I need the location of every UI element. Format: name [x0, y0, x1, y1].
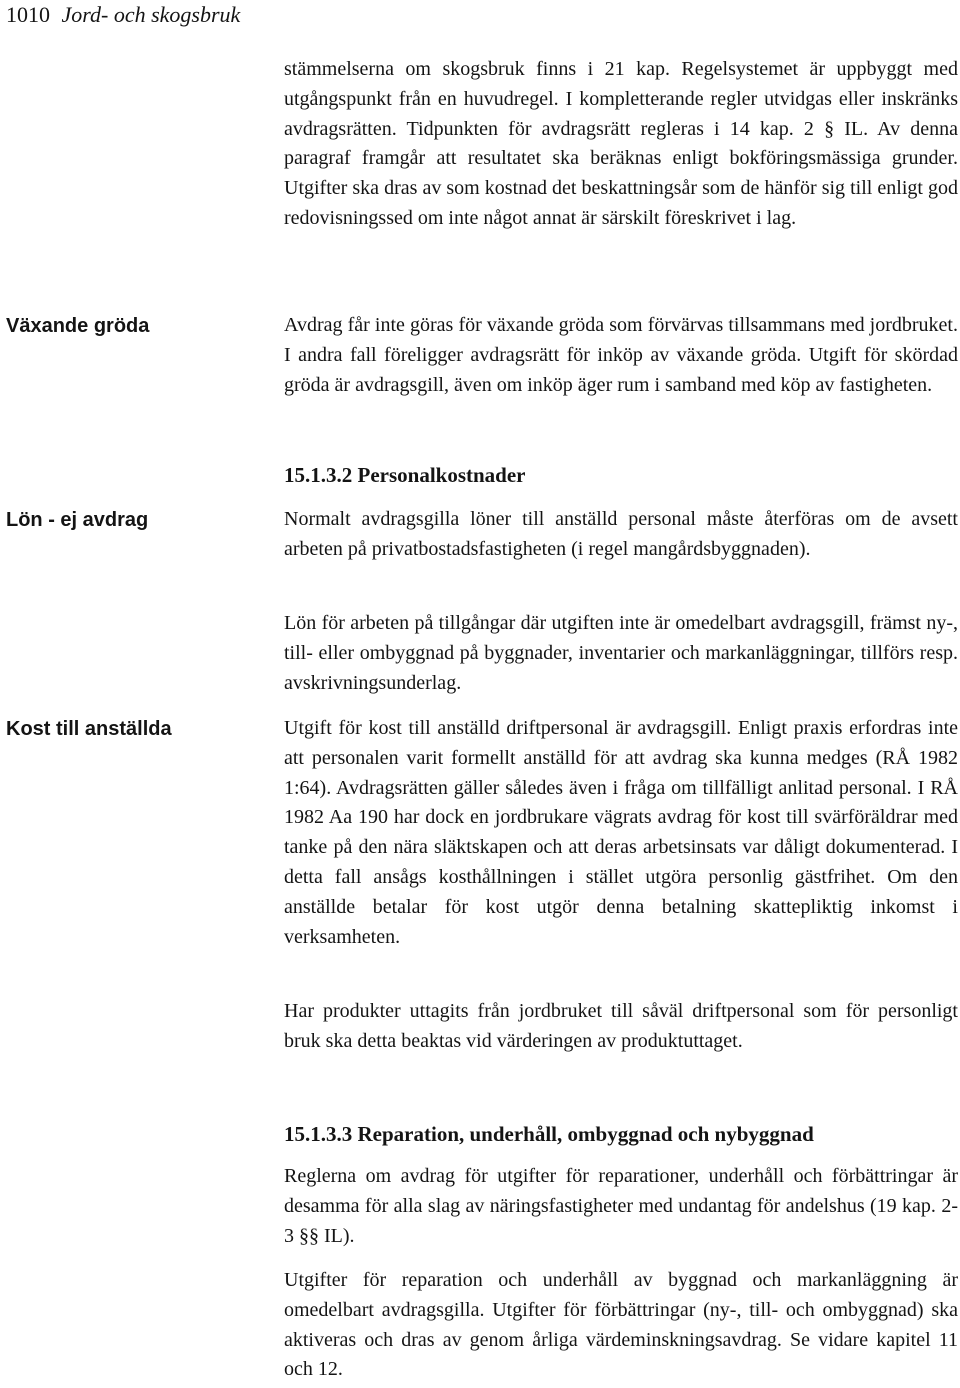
margin-note-vaxande-groda: Växande gröda — [6, 315, 150, 337]
paragraph-intro: stämmelserna om skogsbruk finns i 21 kap. Regelsystemet är uppbyggt med utgångspunkt från en huvudregel. I kompletterande regler utvidgas eller inskränks avdragsrätten. Tidpunkten för avdragsrätt regleras i 14 kap. 2 § IL. Av denna paragraf framgår att resultatet ska beräknas enligt bokföringsmässiga grunder. Utgifter ska dras av som kostnad det beskattningsår som de hänför sig till enligt god redovisningssed om inte något annat är särskilt föreskrivet i lag. — [284, 58, 958, 229]
paragraph-loner: Normalt avdragsgilla löner till anställd personal måste återföras om de avsett arbeten på privatbostadsfastigheten (i regel mangårdsbyggnaden). — [284, 508, 958, 560]
margin-note-lon-ej-avdrag: Lön - ej avdrag — [6, 509, 149, 531]
paragraph-underhall: Utgifter för reparation och underhåll av byggnad och markanläggning är omedelbart avdragsgilla. Utgifter för förbättringar (ny-, till- och ombyggnad) ska aktiveras och dras av genom årliga värdeminskningsavdrag. Se vidare kapitel 11 och 12. — [284, 1269, 958, 1381]
paragraph-vaxande-groda: Avdrag får inte göras för växande gröda som förvärvas tillsammans med jordbruket. I andra fall föreligger avdragsrätt för inköp av växande gröda. Utgift för skördad gröda är avdragsgill, även om inköp äger rum i samband med köp av fastigheten. — [284, 314, 958, 396]
section-heading-reparation: 15.1.3.3 Reparation, underhåll, ombyggnad och nybyggnad — [284, 1122, 814, 1146]
paragraph-produkter: Har produkter uttagits från jordbruket till såväl driftpersonal som för personligt bruk ska detta beaktas vid värderingen av produktuttaget. — [284, 1000, 958, 1052]
paragraph-kost: Utgift för kost till anställd driftpersonal är avdragsgill. Enligt praxis erfordras inte att personalen varit formellt anställd för att avdrag ska kunna medges (RÅ 1982 1:64). Avdragsrätten gäller således även i fråga om tillfälligt anlitad personal. I RÅ 1982 Aa 190 har dock en jordbrukare vägrats avdrag för kost till svärföräldrar med tanke på den nära släktskapen och att deras arbetsinsats var dåligt dokumenterad. I detta fall ansågs kosthållningen i stället utgöra personlig gästfrihet. Om den anställde betalar för kost utgör denna betalning skattepliktig inkomst i verksamheten. — [284, 717, 958, 948]
paragraph-reparationer: Reglerna om avdrag för utgifter för reparationer, underhåll och förbättringar är desamma för alla slag av näringsfastigheter med undantag för andelshus (19 kap. 2-3 §§ IL). — [284, 1165, 958, 1247]
margin-note-kost-till-anstallda: Kost till anställda — [6, 718, 172, 740]
paragraph-lon-tillgangar: Lön för arbeten på tillgångar där utgiften inte är omedelbart avdragsgill, främst ny-, till- eller ombyggnad på byggnader, inventarier och markanläggningar, tillförs resp. avskrivningsunderlag. — [284, 612, 958, 694]
chapter-title: Jord- och skogsbruk — [61, 2, 241, 27]
page-number: 1010 — [6, 2, 50, 27]
running-header — [6, 2, 240, 28]
section-heading-personalkostnader: 15.1.3.2 Personalkostnader — [284, 463, 526, 487]
